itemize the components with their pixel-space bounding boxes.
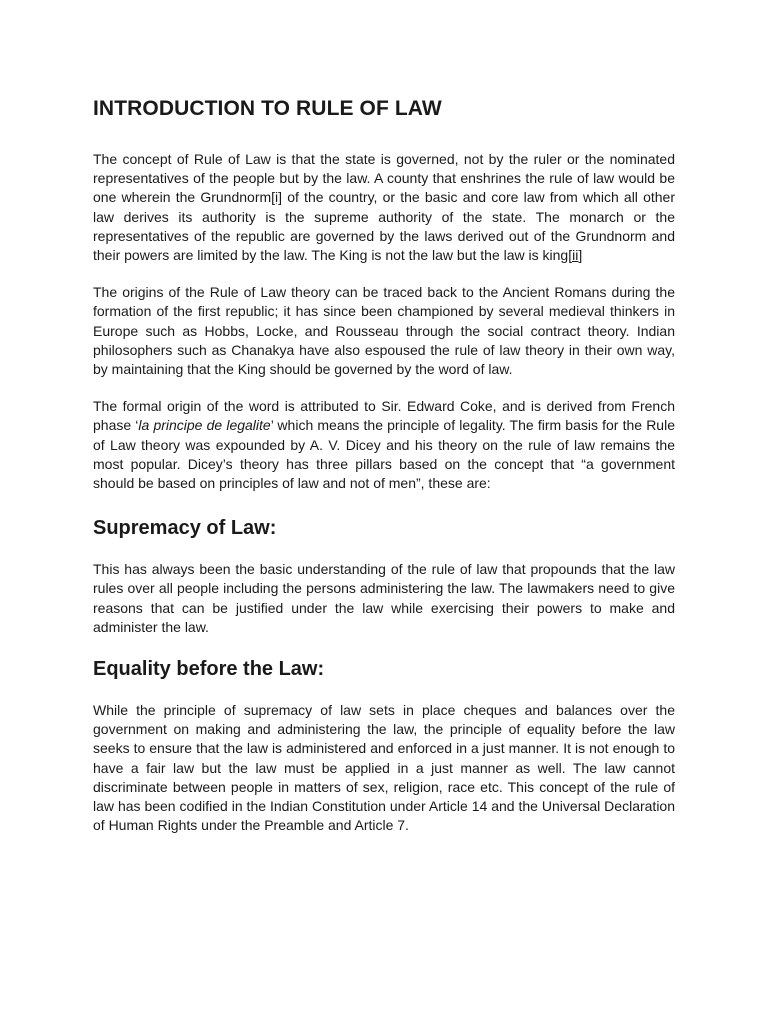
intro-text-1: The concept of Rule of Law is that the state is governed, not by the ruler or the nominated representatives of the people but by the law. A county that enshrines the rule of law would be one wherein the Grundnorm — [93, 151, 675, 206]
intro-text-2: of the country, or the basic and core law from which all other law derives its authority is the supreme authority of the state. The monarch or the representatives of the republic are governed by the laws derived out of the Grundnorm and their powers are limited by the law. The King is not the law but the law is king — [93, 189, 675, 264]
page-title: INTRODUCTION TO RULE OF LAW — [93, 97, 442, 120]
equality-heading: Equality before the Law: — [93, 658, 325, 681]
footnote-link-ii[interactable]: [ii] — [568, 247, 583, 264]
formal-italic-term: la principe de legalite — [138, 417, 271, 434]
intro-paragraph — [93, 150, 675, 265]
supremacy-paragraph: This has always been the basic understanding of the rule of law that propounds that the law rules over all people including the persons administering the law. The lawmakers need to give reasons that can be justified under the law while exercising their powers to make and administer the law. — [93, 561, 675, 635]
formal-text-1: The formal origin of the word is attributed to Sir. Edward Coke, and is derived from French phase ‘ — [93, 398, 675, 434]
origins-paragraph: The origins of the Rule of Law theory can be traced back to the Ancient Romans during the formation of the first republic; it has since been championed by several medieval thinkers in Europe such as Hobbs, Locke, and Rousseau through the social contract theory. Indian philosophers such as Chanakya have also espoused the rule of law theory in their own way, by maintaining that the King should be governed by the word of law. — [93, 284, 675, 378]
document-body — [93, 96, 675, 853]
formal-origin-paragraph — [93, 397, 675, 493]
equality-paragraph: While the principle of supremacy of law sets in place cheques and balances over the government on making and administering the law, the principle of equality before the law seeks to ensure that the law is administered and enforced in a just manner. It is not enough to have a fair law but the law must be applied in a just manner as well. The law cannot discriminate between people in matters of sex, religion, race etc. This concept of the rule of law has been codified in the Indian Constitution under Article 14 and the Universal Declaration of Human Rights under the Preamble and Article 7. — [93, 702, 675, 834]
formal-text-2: ’ which means the principle of legality. The firm basis for the Rule of Law theory was expounded by A. V. Dicey and his theory on the rule of law remains the most popular. Dicey’s theory has three pillars based on the concept that “a government should be based on principles of law and not of men”, these are: — [93, 417, 675, 492]
footnote-link-i[interactable]: [i] — [271, 189, 283, 206]
supremacy-heading: Supremacy of Law: — [93, 517, 277, 540]
